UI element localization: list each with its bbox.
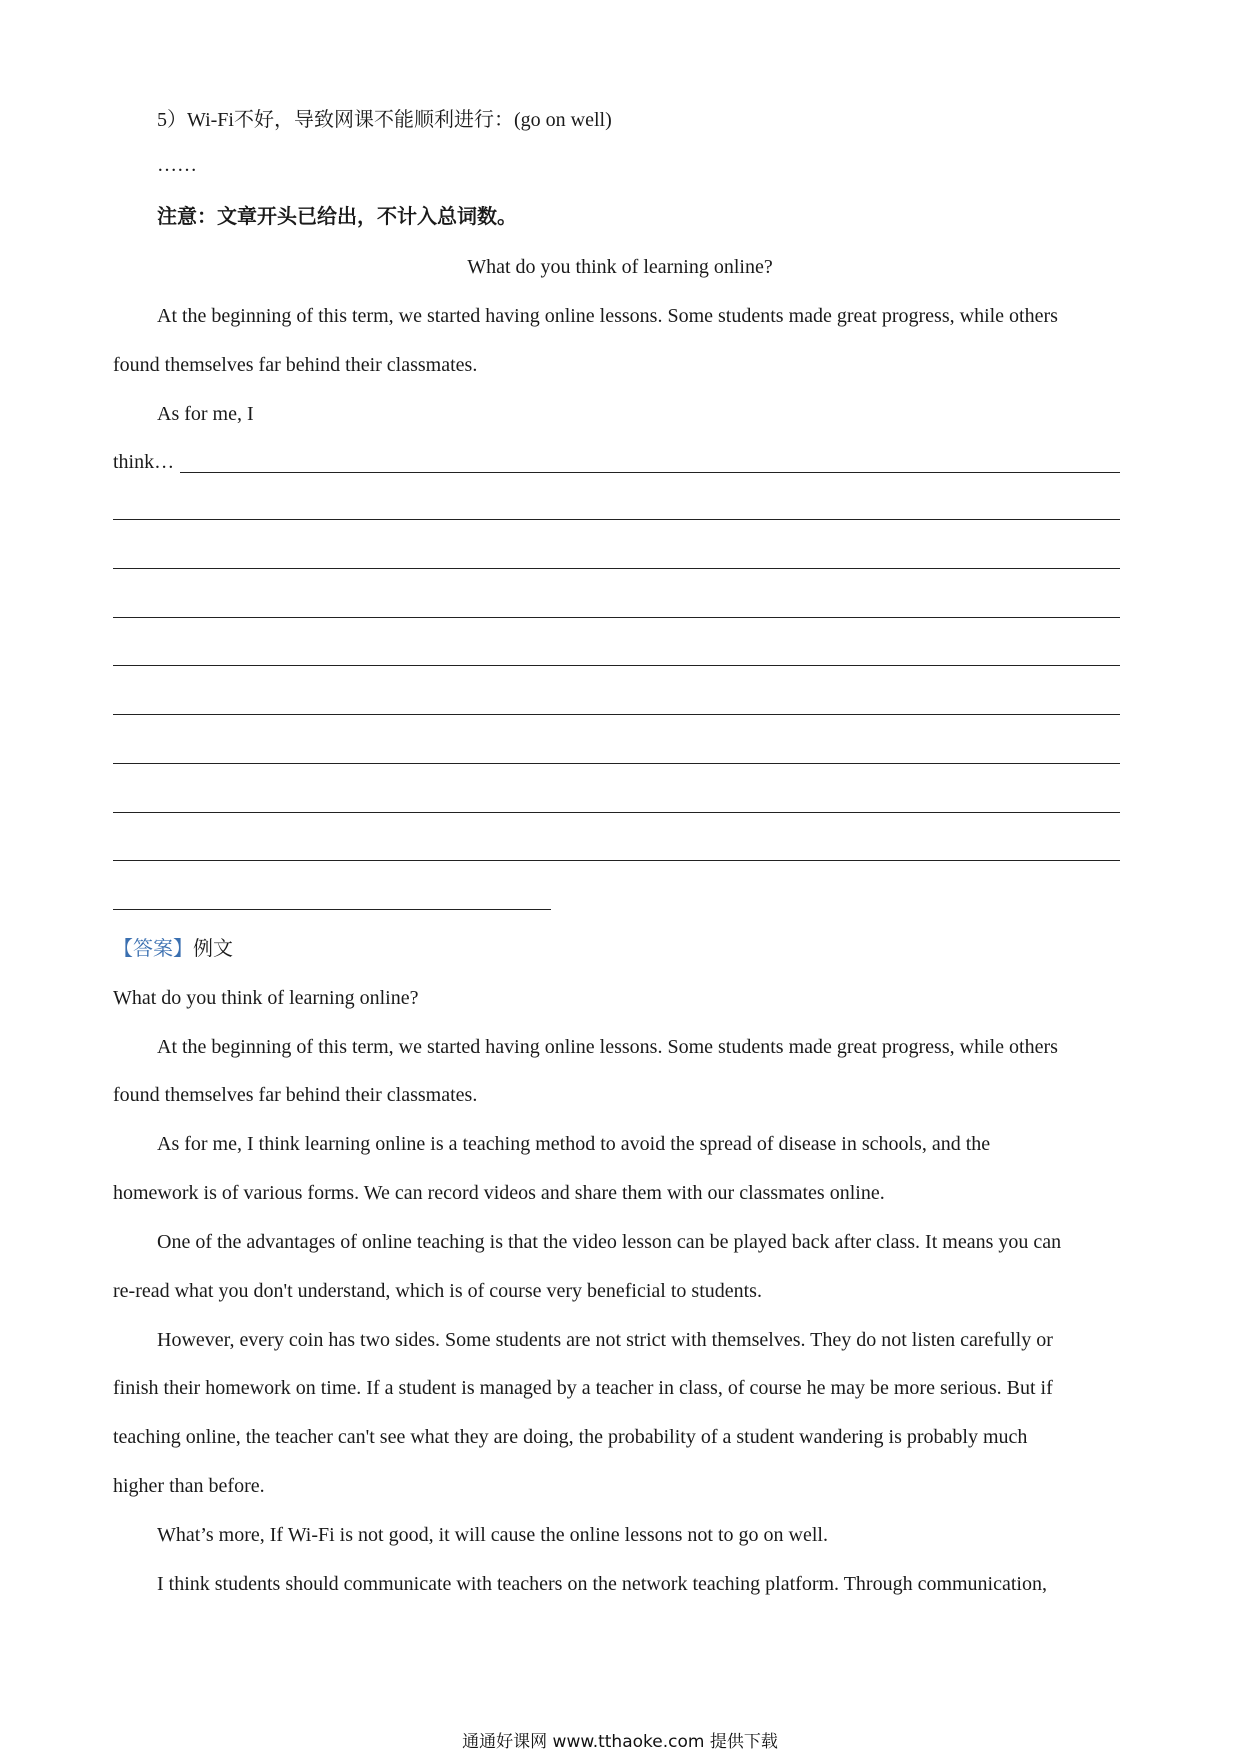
answer-tag: 【答案】 [113,938,193,960]
writing-line [113,568,1120,569]
writing-line [113,812,1120,813]
ellipsis: …… [157,154,197,176]
prompt-para1-line2: found themselves far behind their classmates. [113,354,478,376]
answer-line: However, every coin has two sides. Some students are not strict with themselves. They do not listen carefully or [157,1329,1053,1351]
prompt-para2: As for me, I [157,403,254,425]
answer-line: At the beginning of this term, we started having online lessons. Some students made great progress, while others [157,1036,1058,1058]
answer-line: higher than before. [113,1475,265,1497]
prompt-title: What do you think of learning online? [467,256,773,278]
answer-line: re-read what you don't understand, which is of course very beneficial to students. [113,1280,762,1302]
writing-line [113,665,1120,666]
prompt-think: think… [113,451,175,473]
writing-line [113,617,1120,618]
answer-line: One of the advantages of online teaching is that the video lesson can be played back after class. It means you can [157,1231,1062,1253]
answer-title: What do you think of learning online? [113,987,419,1009]
writing-line [180,472,1120,473]
writing-line [113,860,1120,861]
answer-header [113,937,233,961]
answer-line: found themselves far behind their classmates. [113,1084,478,1106]
writing-line [113,714,1120,715]
answer-line: I think students should communicate with teachers on the network teaching platform. Through communication, [157,1573,1047,1595]
answer-line: teaching online, the teacher can't see what they are doing, the probability of a student wandering is probably much [113,1426,1028,1448]
footer-source: 通通好课网 www.tthaoke.com 提供下载 [462,1732,778,1752]
answer-line: As for me, I think learning online is a teaching method to avoid the spread of disease in schools, and the [157,1133,991,1155]
writing-line [113,763,1120,764]
prompt-para1-line1: At the beginning of this term, we started having online lessons. Some students made great progress, while others [157,305,1058,327]
answer-line: homework is of various forms. We can record videos and share them with our classmates online. [113,1182,885,1204]
answer-label: 例文 [193,938,233,960]
answer-line: What’s more, If Wi-Fi is not good, it will cause the online lessons not to go on well. [157,1524,828,1546]
item-5: 5）Wi-Fi不好，导致网课不能顺利进行：(go on well) [157,109,612,131]
note: 注意：文章开头已给出，不计入总词数。 [157,206,517,228]
writing-line [113,519,1120,520]
writing-line-short [113,909,551,910]
answer-line: finish their homework on time. If a student is managed by a teacher in class, of course he may be more serious. But if [113,1377,1053,1399]
